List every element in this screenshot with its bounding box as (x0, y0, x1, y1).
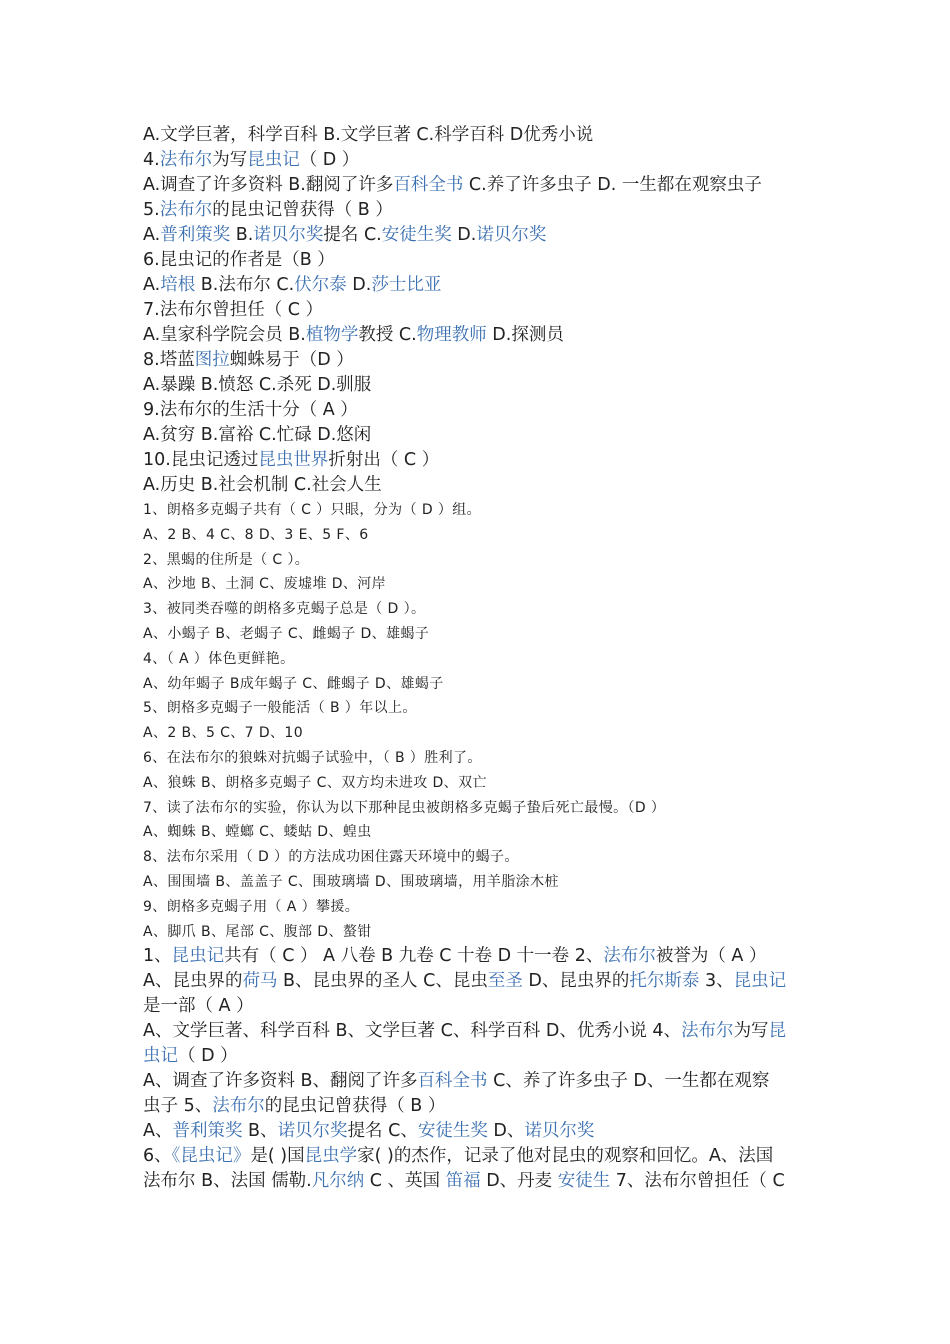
text-span: 6、 (143, 1146, 172, 1167)
keyword-link[interactable]: 普利策奖 (160, 225, 231, 245)
text-line (143, 273, 813, 298)
text-line (143, 820, 813, 845)
text-span: 1、朗格多克蝎子共有（ C ）只眼，分为（ D ）组。 (143, 502, 482, 518)
text-span: A、脚爪 B、尾部 C、腹部 D、螯钳 (143, 923, 372, 940)
keyword-link[interactable]: 荷马 (242, 971, 278, 992)
text-line (143, 920, 813, 945)
text-line (143, 597, 813, 622)
keyword-link[interactable]: 昆虫记 (733, 971, 787, 992)
text-span: （ D ） (299, 150, 360, 170)
text-span: 7、法布尔曾担任（ C (610, 1171, 785, 1192)
text-line (143, 845, 813, 870)
text-line (143, 796, 813, 821)
text-line (143, 771, 813, 796)
text-span: A.调查了许多资料 B.翻阅了许多 (143, 175, 394, 195)
text-span: A.历史 B.社会机制 C.社会人生 (143, 475, 382, 495)
keyword-link[interactable]: 昆虫学 (304, 1146, 358, 1167)
text-span: D. (346, 275, 372, 295)
text-span: 7.法布尔曾担任（ C ） (143, 300, 324, 320)
text-span: 的昆虫记曾获得（ B ） (212, 200, 393, 220)
keyword-link[interactable]: 昆虫记 (247, 150, 300, 170)
text-span: 6.昆虫记的作者是（B ） (143, 250, 335, 270)
text-line (143, 498, 813, 523)
keyword-link[interactable]: 莎士比亚 (371, 275, 442, 295)
text-span: A、围围墙 B、盖盖子 C、围玻璃墙 D、围玻璃墙，用羊脂涂木桩 (143, 873, 559, 890)
text-line (143, 423, 813, 448)
text-span: （ D ） (178, 1046, 238, 1067)
keyword-link[interactable]: 诺贝尔奖 (476, 225, 547, 245)
text-span: 蜘蛛易于（D ） (229, 350, 354, 370)
keyword-link[interactable]: 笛福 (445, 1171, 481, 1192)
text-line (143, 323, 813, 348)
text-line (143, 647, 813, 672)
text-span: 共有（ C ） A 八卷 B 九卷 C 十卷 D 十一卷 2、 (224, 946, 604, 967)
keyword-link[interactable]: 安徒生 (557, 1171, 611, 1192)
keyword-link[interactable]: 诺贝尔奖 (253, 225, 324, 245)
text-line (143, 895, 813, 920)
text-span: 2、黑蝎的住所是（ C ）。 (143, 551, 310, 568)
text-line (143, 398, 813, 423)
text-line (143, 746, 813, 771)
text-span: C、养了许多虫子 D、一生都在观察 (487, 1071, 770, 1092)
text-span: B. (230, 225, 254, 245)
keyword-link[interactable]: 安徒生奖 (381, 225, 452, 245)
text-span: C.养了许多虫子 D. 一生都在观察虫子 (463, 175, 762, 195)
text-span: A. (143, 275, 161, 295)
text-span: 4. (143, 150, 160, 170)
text-span: 提名 C. (323, 225, 382, 245)
keyword-link[interactable]: 图拉 (194, 350, 230, 370)
text-span: D.探测员 (486, 325, 564, 345)
text-line (143, 373, 813, 398)
text-span: 8.塔蓝 (143, 350, 195, 370)
keyword-link[interactable]: 凡尔纳 (311, 1171, 365, 1192)
text-line (143, 1169, 813, 1194)
keyword-link[interactable]: 托尔斯泰 (629, 971, 700, 992)
text-span: 10.昆虫记透过 (143, 450, 259, 470)
text-span: 被誉为（ A ） (655, 946, 767, 967)
text-span: 1、 (143, 946, 172, 967)
text-span: A、2 B、4 C、8 D、3 E、5 F、6 (143, 526, 369, 543)
text-span: A、昆虫界的 (143, 971, 243, 992)
text-line (143, 448, 813, 473)
text-span: 8、法布尔采用（ D ）的方法成功困住露天环境中的蝎子。 (143, 849, 519, 866)
text-span: A.暴躁 B.愤怒 C.杀死 D.驯服 (143, 375, 372, 395)
text-line (143, 994, 813, 1019)
keyword-link[interactable]: 百科全书 (417, 1071, 488, 1092)
text-line (143, 173, 813, 198)
text-line (143, 672, 813, 697)
text-line (143, 944, 813, 969)
text-span: 是一部（ A ） (143, 996, 254, 1017)
keyword-link[interactable]: 昆 (768, 1021, 787, 1042)
text-line (143, 622, 813, 647)
text-span: 3、被同类吞噬的朗格多克蝎子总是（ D ）。 (143, 601, 426, 618)
text-span: B、昆虫界的圣人 C、昆虫 (277, 971, 488, 992)
text-line (143, 198, 813, 223)
text-span: A、文学巨著、科学百科 B、文学巨著 C、科学百科 D、优秀小说 4、 (143, 1021, 682, 1042)
document-page (143, 123, 813, 1194)
text-span: 4、（ A ）体色更鲜艳。 (143, 650, 295, 667)
text-span: A、狼蛛 B、朗格多克蝎子 C、双方均未进攻 D、双亡 (143, 774, 487, 791)
text-span: D. (451, 225, 477, 245)
text-span: D、昆虫界的 (522, 971, 630, 992)
keyword-link[interactable]: 法布尔 (212, 1096, 265, 1117)
text-span: 虫子 5、 (143, 1096, 213, 1117)
text-line (143, 1094, 813, 1119)
text-span: A、2 B、5 C、7 D、10 (143, 725, 304, 742)
text-line (143, 1069, 813, 1094)
text-span: B.法布尔 C. (195, 275, 295, 295)
keyword-link[interactable]: 百科全书 (393, 175, 464, 195)
text-span: 折射出（ C ） (328, 450, 440, 470)
text-span: 为写 (212, 150, 248, 170)
text-span: 为写 (733, 1021, 769, 1042)
text-span: 9、朗格多克蝎子用（ A ）攀援。 (143, 898, 360, 915)
text-span: 家( )的杰作，记录了他对昆虫的观察和回忆。A、法国 (357, 1146, 774, 1167)
text-span: 法布尔 B、法国 儒勒. (143, 1171, 312, 1192)
keyword-link[interactable]: 法布尔 (159, 200, 213, 220)
text-span: A、 (143, 1121, 173, 1142)
keyword-link[interactable]: 昆虫世界 (258, 450, 329, 470)
keyword-link[interactable]: 法布尔 (159, 150, 213, 170)
text-span: D、丹麦 (480, 1171, 558, 1192)
keyword-link[interactable]: 至圣 (487, 971, 523, 992)
text-span: 9.法布尔的生活十分（ A ） (143, 400, 358, 420)
text-span: 5. (143, 200, 160, 220)
text-line (143, 572, 813, 597)
text-line (143, 223, 813, 248)
text-line (143, 123, 813, 148)
keyword-link[interactable]: 伏尔泰 (294, 275, 347, 295)
text-line (143, 1044, 813, 1069)
text-line (143, 148, 813, 173)
text-line (143, 870, 813, 895)
text-span: 是( )国 (250, 1146, 305, 1167)
text-line (143, 523, 813, 548)
text-line (143, 348, 813, 373)
text-line (143, 721, 813, 746)
text-span: A.贫穷 B.富裕 C.忙碌 D.悠闲 (143, 425, 372, 445)
text-span: A.文学巨著，科学百科 B.文学巨著 C.科学百科 D优秀小说 (143, 125, 594, 145)
text-line (143, 969, 813, 994)
text-span: 提名 C、 (347, 1121, 418, 1142)
text-span: D、 (487, 1121, 525, 1142)
text-line (143, 473, 813, 498)
text-span: A、调查了许多资料 B、翻阅了许多 (143, 1071, 418, 1092)
keyword-link[interactable]: 诺贝尔奖 (277, 1121, 348, 1142)
text-span: 的昆虫记曾获得（ B ） (264, 1096, 446, 1117)
keyword-link[interactable]: 法布尔 (681, 1021, 734, 1042)
text-span: 5、朗格多克蝎子一般能活（ B ）年以上。 (143, 700, 417, 717)
text-span: 3、 (699, 971, 734, 992)
text-line (143, 1119, 813, 1144)
keyword-link[interactable]: 植物学 (305, 325, 359, 345)
text-line (143, 1019, 813, 1044)
keyword-link[interactable]: 昆虫记 (171, 946, 225, 967)
text-span: A、幼年蝎子 B成年蝎子 C、雌蝎子 D、雄蝎子 (143, 675, 444, 692)
text-line (143, 298, 813, 323)
keyword-link[interactable]: 安徒生奖 (417, 1121, 488, 1142)
text-span: 6、在法布尔的狼蛛对抗蝎子试验中，（ B ）胜利了。 (143, 749, 482, 766)
keyword-link[interactable]: 普利策奖 (172, 1121, 243, 1142)
text-span: A.皇家科学院会员 B. (143, 325, 306, 345)
text-span: C 、英国 (364, 1171, 446, 1192)
text-line (143, 696, 813, 721)
keyword-link[interactable]: 诺贝尔奖 (524, 1121, 595, 1142)
keyword-link[interactable]: 法布尔 (603, 946, 656, 967)
text-span: 7、读了法布尔的实验，你认为以下那种昆虫被朗格多克蝎子蛰后死亡最慢。（D ） (143, 799, 666, 816)
text-span: A. (143, 225, 161, 245)
text-span: A、沙地 B、土洞 C、废墟堆 D、河岸 (143, 576, 387, 593)
text-span: A、小蝎子 B、老蝎子 C、雌蝎子 D、雄蝎子 (143, 625, 430, 642)
keyword-link[interactable]: 《昆虫记》 (171, 1146, 251, 1167)
text-line (143, 248, 813, 273)
text-line (143, 548, 813, 573)
keyword-link[interactable]: 培根 (160, 275, 196, 295)
keyword-link[interactable]: 虫记 (143, 1046, 178, 1067)
text-span: A、蜘蛛 B、螳螂 C、蝼蛄 D、蝗虫 (143, 824, 372, 841)
keyword-link[interactable]: 物理教师 (416, 325, 487, 345)
text-span: B、 (242, 1121, 278, 1142)
text-span: 教授 C. (358, 325, 417, 345)
text-line (143, 1144, 813, 1169)
